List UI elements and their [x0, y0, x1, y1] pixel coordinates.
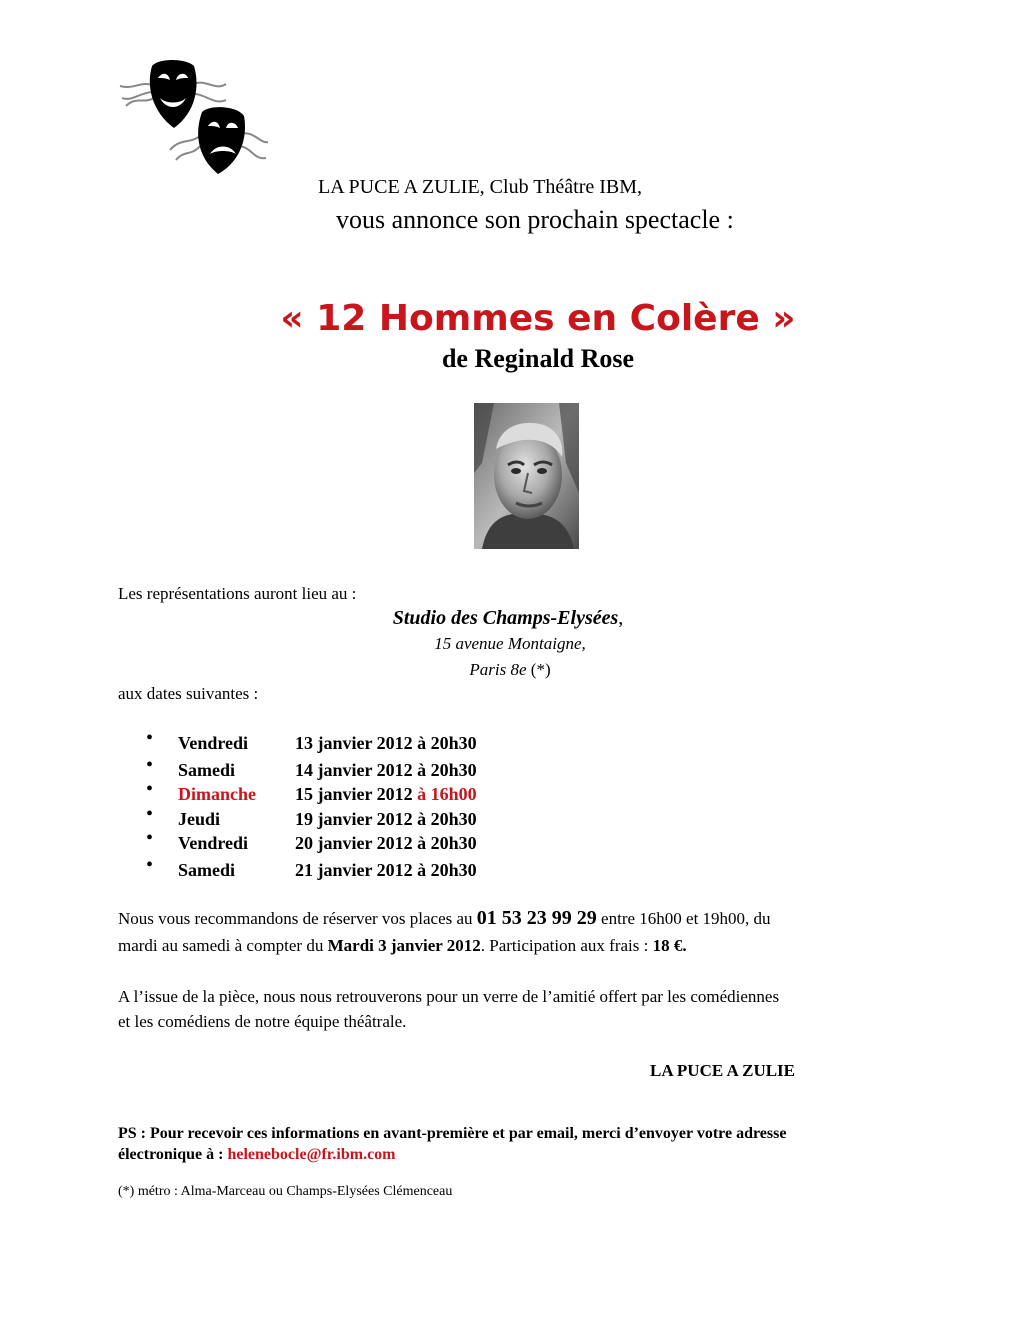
- bullet-icon: •: [146, 727, 154, 749]
- author-portrait: [474, 403, 579, 549]
- closing-line-2: et les comédiens de notre équipe théâtrale.: [118, 1012, 407, 1031]
- date-value: 20 janvier 2012 à 20h30: [295, 833, 477, 853]
- bullet-icon: •: [146, 754, 154, 776]
- play-author: de Reginald Rose: [441, 344, 635, 373]
- email-link[interactable]: helenebocle@fr.ibm.com: [227, 1146, 396, 1163]
- bullet-icon: •: [146, 854, 154, 876]
- bullet-icon: •: [146, 803, 154, 825]
- date-value: 14 janvier 2012 à 20h30: [295, 760, 477, 780]
- booking-price: 18 €.: [652, 936, 687, 955]
- bullet-icon: •: [146, 827, 154, 849]
- date-value: 13 janvier 2012 à 20h30: [295, 733, 477, 753]
- date-day: Vendredi: [178, 833, 249, 853]
- header-line-1: LA PUCE A ZULIE, Club Théâtre IBM,: [318, 176, 643, 198]
- venue-name-suffix: ,: [618, 607, 624, 629]
- venue-name: Studio des Champs-Elysées: [392, 607, 619, 629]
- date-value: 21 janvier 2012 à 20h30: [295, 860, 477, 880]
- date-day: Dimanche: [178, 784, 256, 804]
- ps-line-1: PS : Pour recevoir ces informations en avant-première et par email, merci d’envoyer votre adresse: [118, 1125, 787, 1142]
- venue-name-line: [0, 607, 1016, 630]
- date-value: 19 janvier 2012 à 20h30: [295, 809, 477, 829]
- venue-city-note: (*): [526, 660, 551, 679]
- dates-intro: aux dates suivantes :: [118, 684, 259, 703]
- venue-intro: Les représentations auront lieu au :: [118, 584, 357, 603]
- ps-line-2: électronique à : helenebocle@fr.ibm.com: [118, 1146, 396, 1163]
- venue-city: Paris 8e: [469, 660, 527, 679]
- booking-line-2: mardi au samedi à compter du Mardi 3 janvier 2012. Participation aux frais : 18 €.: [118, 936, 687, 955]
- play-title: « 12 Hommes en Colère »: [280, 298, 796, 339]
- date-day: Samedi: [178, 760, 236, 780]
- phone-number: 01 53 23 99 29: [476, 907, 597, 929]
- signature: LA PUCE A ZULIE: [650, 1061, 796, 1080]
- date-day: Jeudi: [178, 809, 221, 829]
- date-day: Vendredi: [178, 733, 249, 753]
- date-day: Samedi: [178, 860, 236, 880]
- footnote: (*) métro : Alma-Marceau ou Champs-Elysées Clémenceau: [118, 1184, 453, 1199]
- bullet-icon: •: [146, 778, 154, 800]
- venue-address: 15 avenue Montaigne,: [434, 634, 586, 653]
- booking-start-date: Mardi 3 janvier 2012: [327, 936, 481, 955]
- booking-line-1: Nous vous recommandons de réserver vos places au 01 53 23 99 29 entre 16h00 et 19h00, du: [118, 907, 771, 929]
- theatre-masks-icon: [114, 56, 274, 180]
- closing-line-1: A l’issue de la pièce, nous nous retrouverons pour un verre de l’amitié offert par les comédiennes: [118, 987, 780, 1006]
- date-value: 15 janvier 2012 à 16h00: [295, 784, 477, 804]
- header-line-2: vous annonce son prochain spectacle :: [336, 205, 734, 234]
- venue-city-line: [0, 660, 1020, 680]
